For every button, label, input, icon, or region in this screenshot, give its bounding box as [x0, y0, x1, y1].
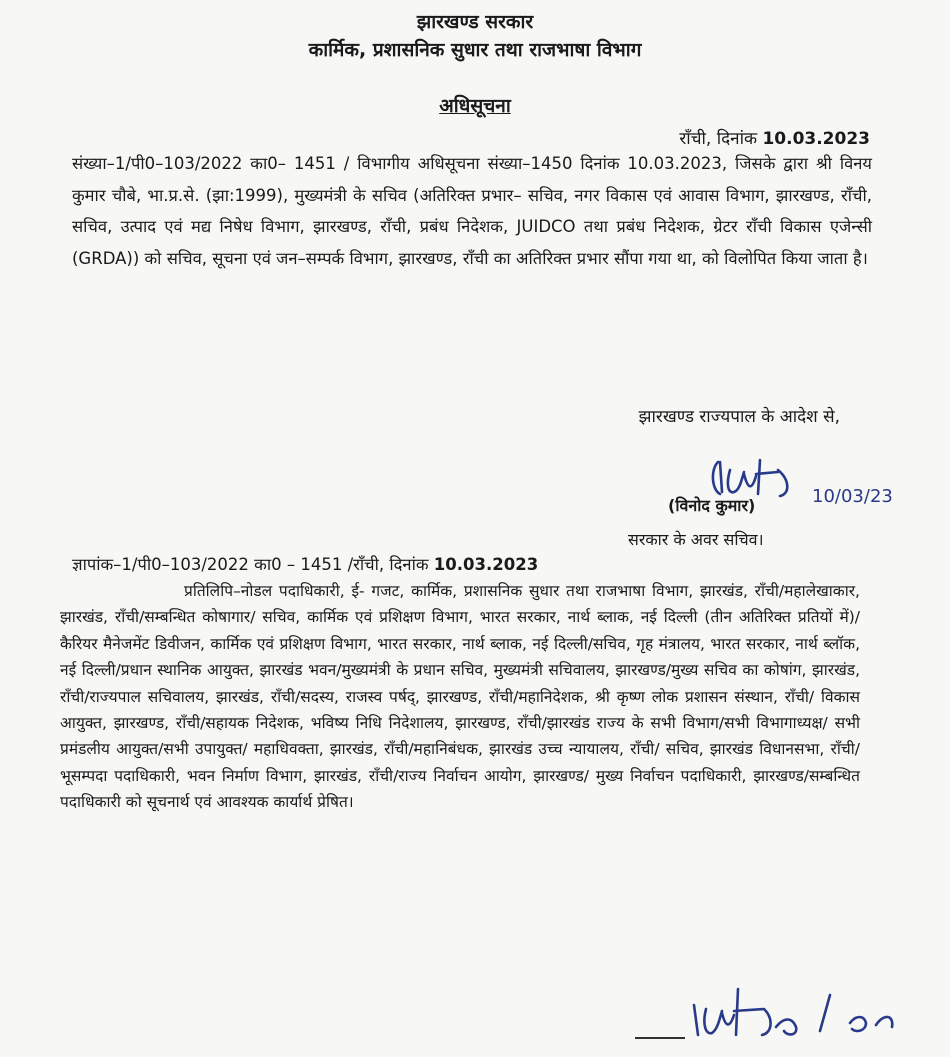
governor-order-line: झारखण्ड राज्यपाल के आदेश से,: [638, 407, 840, 427]
signature-1-date: 10/03/23: [812, 486, 893, 507]
signature-1-icon: [660, 450, 920, 530]
signatory-designation: सरकार के अवर सचिव।: [628, 530, 764, 549]
copy-to-list: प्रतिलिपि–नोडल पदाधिकारी, ई- गजट, कार्मिक, प्रशासनिक सुधार तथा राजभाषा विभाग, झारखंड, राँची/महालेखाकार, झारखंड, राँची/सम्बन्धित कोषागार/ सचिव, कार्मिक एवं प्रशिक्षण विभाग, भारत सरकार, नार्थ ब्लाक, नई दिल्ली (तीन अतिरिक्त प्रतियों में)/ कैरियर मैनेजमेंट डिवीजन, कार्मिक एवं प्रशिक्षण विभाग, भारत सरकार, नार्थ ब्लाक, नई दिल्ली/सचिव, गृह मंत्रालय, भारत सरकार, नार्थ ब्लॉक, नई दिल्ली/प्रधान स्थानिक आयुक्त, झारखंड भवन/मुख्यमंत्री के प्रधान सचिव, मुख्यमंत्री सचिवालय, झारखण्ड/मुख्य सचिव का कोषांग, झारखंड, राँची/राज्यपाल सचिवालय, झारखंड, राँची/सदस्य, राजस्व पर्षद्, झारखण्ड, राँची/महानिदेशक, श्री कृष्ण लोक प्रशासन संस्थान, राँची/ विकास आयुक्त, झारखण्ड, राँची/सहायक निदेशक, भविष्य निधि निदेशालय, झारखण्ड, राँची/झारखंड राज्य के सभी विभाग/सभी विभागाध्यक्ष/ सभी प्रमंडलीय आयुक्त/सभी उपायुक्त/ महाधिवक्ता, झारखंड, राँची/महानिबंधक, झारखंड उच्च न्यायालय, राँची/ सचिव, झारखंड विधानसभा, राँची/ भूसम्पदा पदाधिकारी, भवन निर्माण विभाग, झारखंड, राँची/राज्य निर्वाचन आयोग, झारखण्ड/ मुख्य निर्वाचन पदाधिकारी, झारखण्ड/सम्बन्धित पदाधिकारी को सूचनार्थ एवं आवश्यक कार्यार्थ प्रेषित।: [60, 582, 860, 812]
memo-number: ज्ञापांक–1/पी0–103/2022 का0 – 1451 /राँची, दिनांक: [72, 555, 429, 574]
signature-underline: [635, 1037, 685, 1039]
department-heading: कार्मिक, प्रशासनिक सुधार तथा राजभाषा विभाग: [308, 39, 642, 61]
government-heading: झारखण्ड सरकार: [416, 11, 534, 33]
notification-dateline: [679, 126, 870, 149]
notification-body: संख्या–1/पी0–103/2022 का0– 1451 / विभागीय अधिसूचना संख्या–1450 दिनांक 10.03.2023, जिसके द्वारा श्री विनय कुमार चौबे, भा.प्र.से. (झा:1999), मुख्यमंत्री के सचिव (अतिरिक्त प्रभार– सचिव, नगर विकास एवं आवास विभाग, झारखण्ड, राँची, सचिव, उत्पाद एवं मद्य निषेध विभाग, झारखण्ड, राँची, प्रबंध निदेशक, JUIDCO तथा प्रबंध निदेशक, ग्रेटर राँची विकास एजेन्सी (GRDA)) को सचिव, सूचना एवं जन–सम्पर्क विभाग, झारखण्ड, राँची का अतिरिक्त प्रभार सौंपा गया था, को विलोपित किया जाता है।: [72, 154, 872, 268]
dateline-prefix: राँची, दिनांक: [679, 129, 758, 149]
signatory-name: (विनोद कुमार): [668, 496, 756, 515]
notification-title: [0, 92, 950, 118]
memo-number-line: [72, 552, 538, 575]
signature-2-icon: [680, 965, 930, 1045]
memo-date: 10.03.2023: [433, 555, 539, 574]
dateline-date: 10.03.2023: [762, 129, 870, 149]
notification-title-text: अधिसूचना: [439, 95, 511, 117]
